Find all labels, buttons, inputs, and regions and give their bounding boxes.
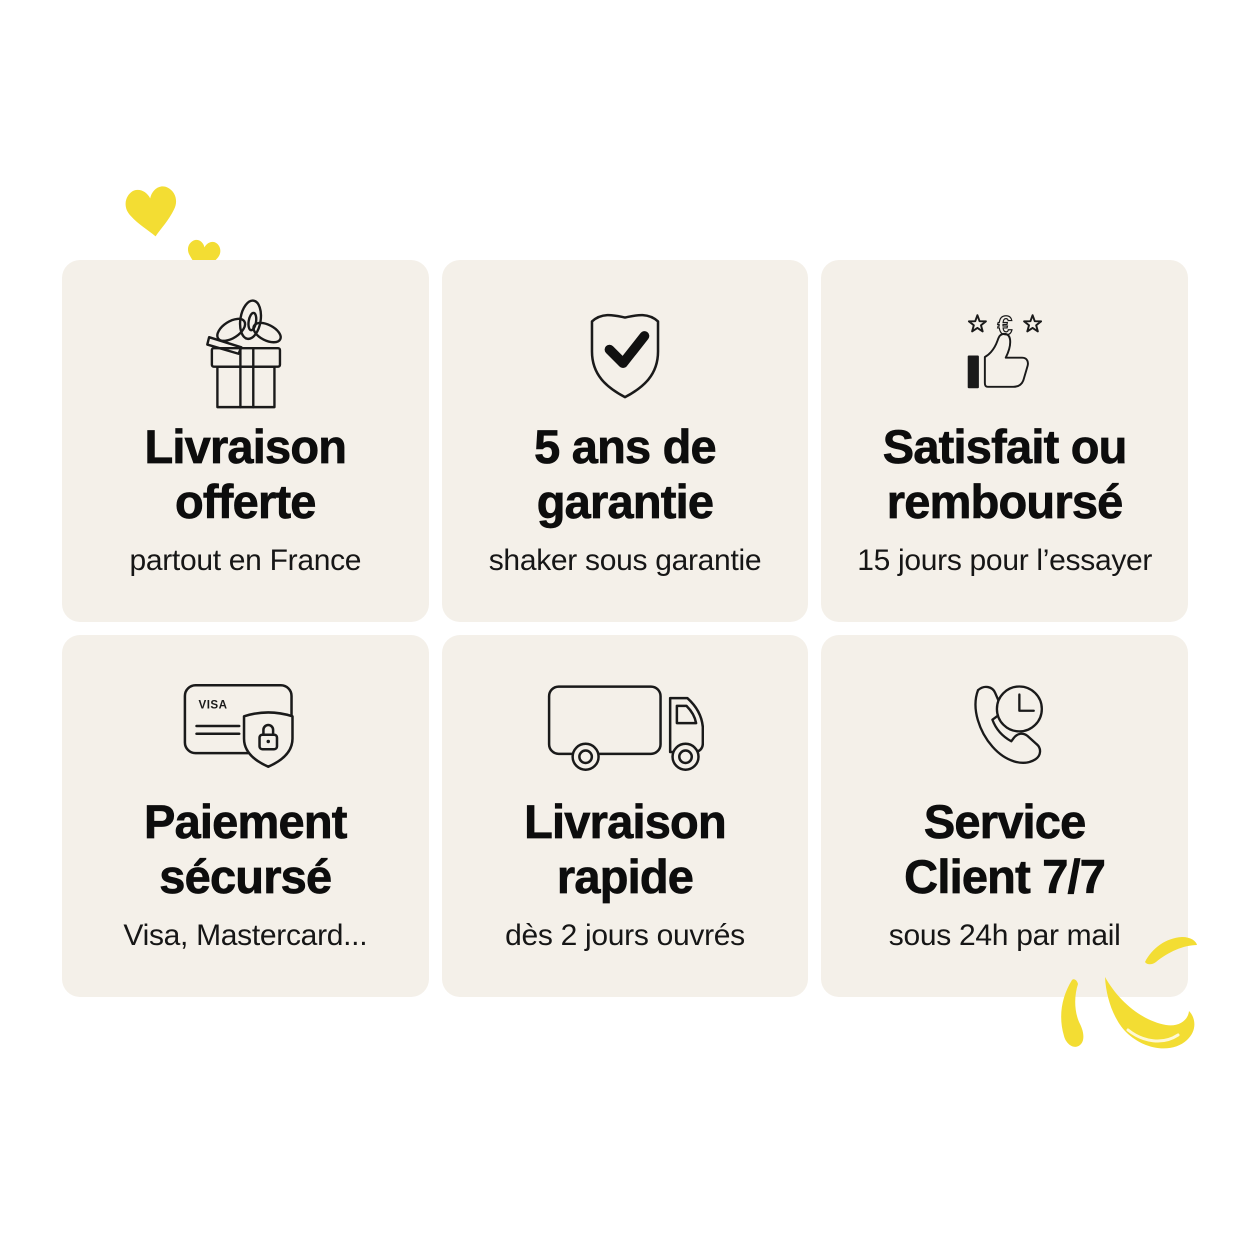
benefit-subtitle: Visa, Mastercard...	[123, 918, 368, 952]
benefit-subtitle: partout en France	[129, 543, 362, 577]
visa-label: VISA	[198, 698, 228, 712]
benefit-subtitle: sous 24h par mail	[888, 918, 1121, 952]
benefit-title: Livraison rapide	[524, 795, 726, 903]
gift-icon	[199, 288, 291, 414]
credit-card-shield-lock-icon	[182, 663, 308, 789]
euro-icon: €	[997, 310, 1013, 341]
benefit-title: 5 ans de garantie	[534, 420, 716, 528]
heart-icon	[115, 170, 189, 252]
benefit-title: Service Client 7/7	[904, 795, 1106, 903]
benefit-title: Satisfait ou remboursé	[882, 420, 1127, 528]
phone-clock-icon	[960, 663, 1050, 789]
benefit-card-warranty	[442, 260, 809, 622]
benefit-card-free-shipping	[62, 260, 429, 622]
benefits-grid	[62, 260, 1188, 997]
benefit-card-fast-delivery	[442, 635, 809, 997]
benefit-subtitle: shaker sous garantie	[488, 543, 762, 577]
delivery-truck-icon	[546, 663, 704, 789]
shield-check-icon	[584, 288, 666, 414]
benefit-subtitle: 15 jours pour l’essayer	[857, 543, 1153, 577]
benefit-title: Livraison offerte	[144, 420, 347, 528]
benefit-card-money-back	[821, 260, 1188, 622]
thumb-up-stars-euro-icon	[961, 288, 1049, 414]
benefit-subtitle: dès 2 jours ouvrés	[505, 918, 745, 952]
brush-stroke-icon	[1048, 928, 1200, 1060]
benefit-card-secure-payment	[62, 635, 429, 997]
benefit-title: Paiement sécursé	[144, 795, 347, 903]
